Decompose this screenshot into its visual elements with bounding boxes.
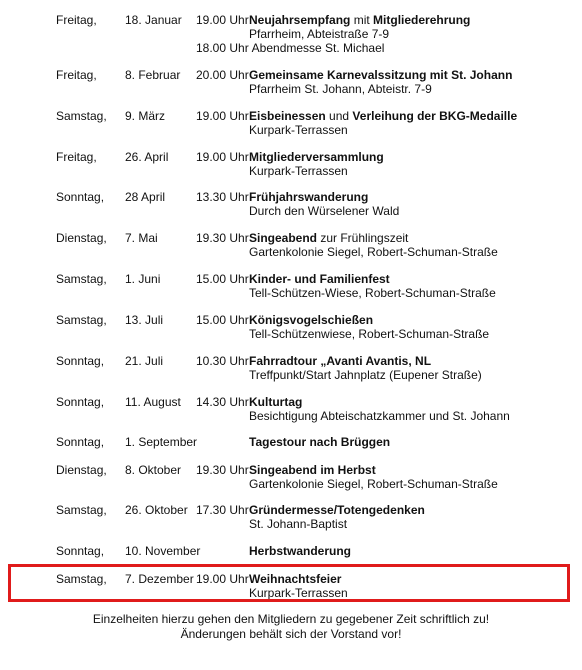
event-location: Gartenkolonie Siegel, Robert-Schuman-Straße: [249, 245, 498, 259]
event-title: [249, 435, 390, 449]
event-day: Dienstag,: [56, 231, 107, 245]
event-extra-text: Abendmesse St. Michael: [249, 41, 385, 55]
event-time: 10.30 Uhr: [196, 354, 249, 368]
event-date: 9. März: [125, 109, 166, 123]
event-day: Samstag,: [56, 109, 107, 123]
event-title-part: Eisbeinessen: [249, 109, 326, 123]
event-title: [249, 68, 512, 82]
event-date: 26. April: [125, 150, 169, 164]
event-time: 19.00 Uhr: [196, 13, 249, 27]
event-title-part: Verleihung der BKG-Medaille: [352, 109, 518, 123]
event-title-part: Mitgliederversammlung: [249, 150, 384, 164]
event-date: 18. Januar: [125, 13, 182, 27]
event-day: Freitag,: [56, 150, 97, 164]
event-time: 20.00 Uhr: [196, 68, 249, 82]
event-location: Kurpark-Terrassen: [249, 164, 348, 178]
event-title: [249, 150, 384, 164]
event-title-part: Gemeinsame Karnevalssitzung mit St. Johann: [249, 68, 513, 82]
event-day: Samstag,: [56, 272, 107, 286]
event-location: St. Johann-Baptist: [249, 517, 348, 531]
event-title-part: mit: [350, 13, 374, 27]
event-time: 19.00 Uhr: [196, 150, 249, 164]
event-date: 21. Juli: [125, 354, 164, 368]
event-title-part: Weihnachtsfeier: [249, 572, 342, 586]
event-title-part: Gründermesse/Totengedenken: [249, 503, 425, 517]
event-time: 14.30 Uhr: [196, 395, 249, 409]
event-extra: [196, 41, 384, 55]
event-day: Sonntag,: [56, 354, 105, 368]
event-date: 8. Februar: [125, 68, 181, 82]
event-time: 19.30 Uhr: [196, 231, 249, 245]
event-title-part: Kinder- und Familienfest: [249, 272, 390, 286]
event-day: Freitag,: [56, 13, 97, 27]
event-title-part: Tagestour nach Brüggen: [249, 435, 391, 449]
event-location: Durch den Würselener Wald: [249, 204, 400, 218]
event-day: Freitag,: [56, 68, 97, 82]
event-day: Sonntag,: [56, 395, 105, 409]
event-day: Samstag,: [56, 503, 107, 517]
event-title: [249, 313, 373, 327]
event-time: 19.30 Uhr: [196, 463, 249, 477]
event-title: [249, 463, 376, 477]
event-day: Samstag,: [56, 572, 107, 586]
event-day: Dienstag,: [56, 463, 107, 477]
event-location: Tell-Schützen-Wiese, Robert-Schuman-Straße: [249, 286, 496, 300]
event-time: 13.30 Uhr: [196, 190, 249, 204]
event-title-part: zur Frühlingszeit: [317, 231, 409, 245]
event-location: Treffpunkt/Start Jahnplatz (Eupener Straße): [249, 368, 482, 382]
event-location: Kurpark-Terrassen: [249, 123, 348, 137]
event-location: Pfarrheim St. Johann, Abteistr. 7-9: [249, 82, 432, 96]
event-title: [249, 544, 351, 558]
event-title-part: Neujahrsempfang: [249, 13, 351, 27]
event-title-part: und: [325, 109, 353, 123]
event-time: 15.00 Uhr: [196, 313, 249, 327]
event-day: Sonntag,: [56, 435, 105, 449]
footer-line-1: Einzelheiten hierzu gehen den Mitgliedern zu gegebener Zeit schriftlich zu!: [92, 612, 490, 626]
event-date: 13. Juli: [125, 313, 164, 327]
event-title-part: Singeabend: [249, 231, 318, 245]
event-date: 11. August: [125, 395, 181, 409]
event-date: 1. September: [125, 435, 198, 449]
event-title-part: Königsvogelschießen: [249, 313, 374, 327]
event-date: 28 April: [125, 190, 166, 204]
event-time: 17.30 Uhr: [196, 503, 249, 517]
event-title: [249, 109, 517, 123]
event-title-part: Frühjahrswanderung: [249, 190, 369, 204]
event-title: [249, 231, 408, 245]
event-location: Kurpark-Terrassen: [249, 586, 348, 600]
footer-note: [0, 612, 582, 642]
event-extra-time: 18.00 Uhr: [196, 41, 249, 55]
event-title-part: Herbstwanderung: [249, 544, 352, 558]
event-title: [249, 13, 470, 27]
event-time: 15.00 Uhr: [196, 272, 249, 286]
event-title: [249, 503, 425, 517]
event-date: 7. Dezember: [125, 572, 194, 586]
event-day: Sonntag,: [56, 544, 105, 558]
event-date: 26. Oktober: [125, 503, 188, 517]
event-title: [249, 190, 368, 204]
event-title-part: Kulturtag: [249, 395, 303, 409]
event-time: 19.00 Uhr: [196, 109, 249, 123]
footer-line-2: Änderungen behält sich der Vorstand vor!: [180, 627, 402, 641]
event-location: Tell-Schützenwiese, Robert-Schuman-Straße: [249, 327, 490, 341]
event-location: Gartenkolonie Siegel, Robert-Schuman-Straße: [249, 477, 498, 491]
event-title: [249, 272, 390, 286]
event-title: [249, 354, 431, 368]
event-date: 10. November: [125, 544, 201, 558]
event-date: 7. Mai: [125, 231, 158, 245]
event-location: Besichtigung Abteischatzkammer und St. Johann: [249, 409, 510, 423]
highlight-box: [8, 564, 570, 602]
event-time: 19.00 Uhr: [196, 572, 249, 586]
event-title-part: Singeabend im Herbst: [249, 463, 376, 477]
event-day: Samstag,: [56, 313, 107, 327]
event-title-part: Mitgliederehrung: [373, 13, 471, 27]
event-title: [249, 395, 302, 409]
event-date: 1. Juni: [125, 272, 161, 286]
event-day: Sonntag,: [56, 190, 105, 204]
event-date: 8. Oktober: [125, 463, 182, 477]
event-title-part: Fahrradtour „Avanti Avantis, NL: [249, 354, 432, 368]
event-location: Pfarrheim, Abteistraße 7-9: [249, 27, 390, 41]
